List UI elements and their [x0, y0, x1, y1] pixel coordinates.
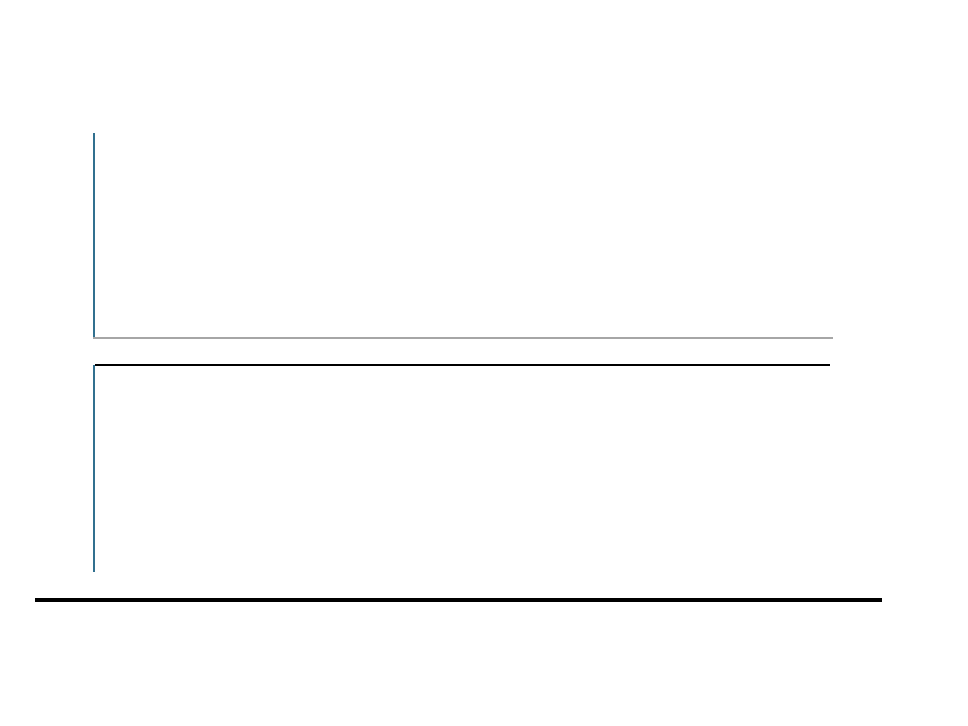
- data-table-wrapper: [35, 598, 882, 602]
